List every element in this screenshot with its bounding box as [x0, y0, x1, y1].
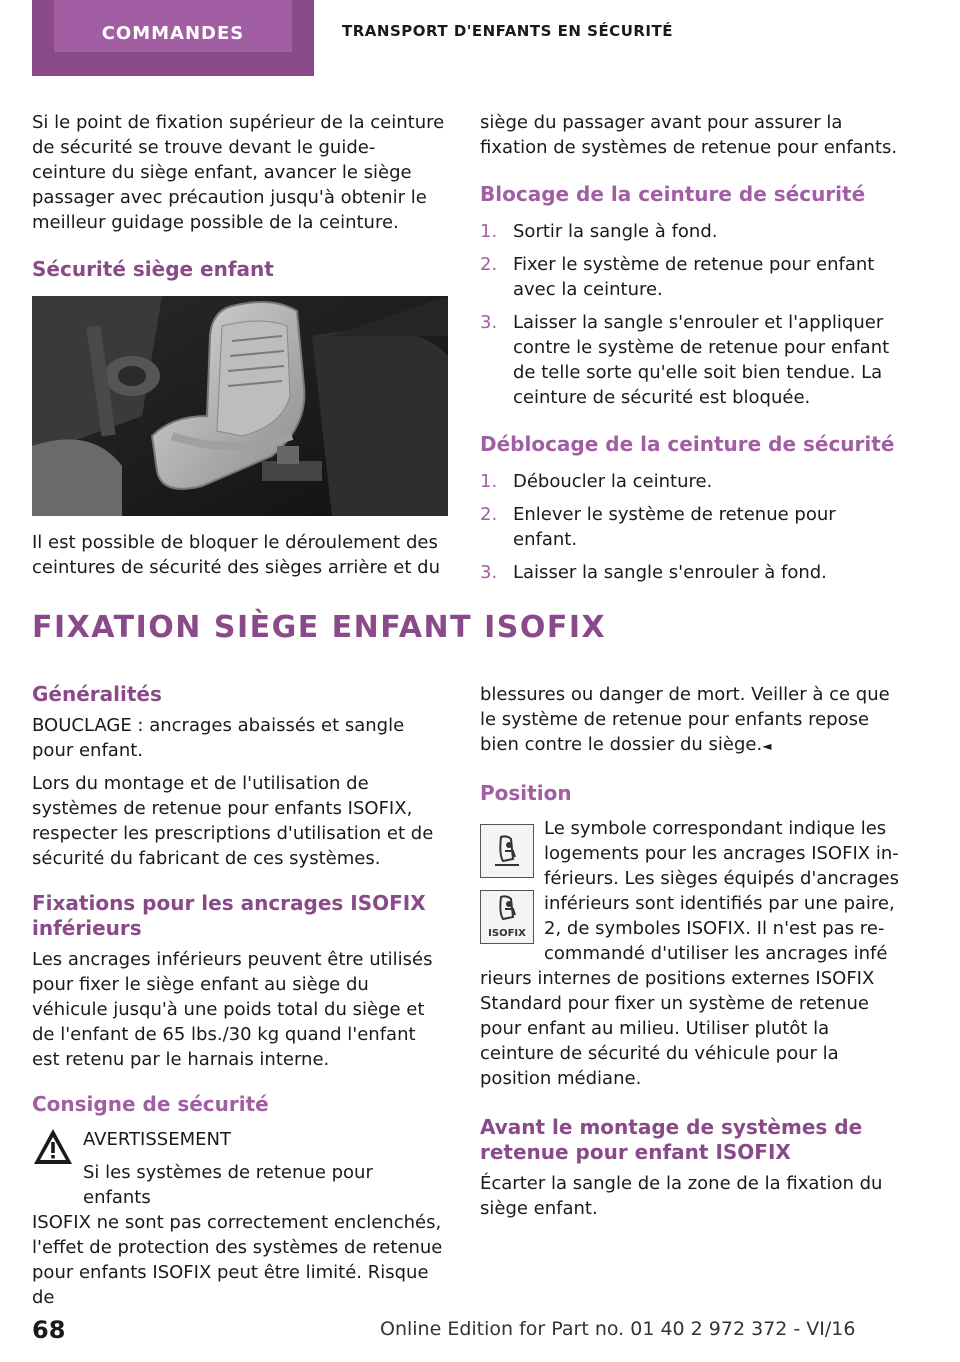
position-text-indented: Le symbole correspondant indique les logements pour les ancrages ISOFIX inférieurs. Les sièges équipés d'ancrages inférieurs sont identifiés par une paire, 2, de symboles ISOFIX. Il n'est pas recommandé d'utiliser les ancrages infé: [544, 818, 899, 964]
position-block: [480, 816, 900, 966]
warning-continuation: blessures ou danger de mort. Veiller à ce que le système de retenue pour enfants repose bien contre le dossier du siège.◄: [480, 684, 890, 755]
intro-paragraph: Si le point de fixation supérieur de la ceinture de sécurité se trouve devant le guide-ceinture du siège enfant, avancer le siège passager avec précaution jusqu'à obtenir le meilleur guidage possible de la ceinture.: [32, 112, 445, 233]
warning-text-rest: ISOFIX ne sont pas correctement enclenchés, l'effet de protection des systèmes de retenue pour enfants ISOFIX peut être limité. Risque de: [32, 1212, 443, 1308]
avant-paragraph: Écarter la sangle de la zone de la fixation du siège enfant.: [480, 1173, 883, 1219]
lock-steps-list: [480, 219, 900, 410]
heading-generalites: Généralités: [32, 682, 162, 706]
unlock-steps-list: [480, 469, 900, 585]
warning-text-first: Si les systèmes de retenue pour enfants: [83, 1162, 373, 1208]
heading-position: Position: [480, 781, 572, 805]
heading-avant-montage: Avant le montage de systèmes de retenue pour enfant ISOFIX: [480, 1115, 863, 1164]
fixations-paragraph: Les ancrages inférieurs peuvent être utilisés pour fixer le siège enfant au siège du véhicule jusqu'à une poids total du siège et de l'enfant de 65 lbs./30 kg quand l'enfant est retenu par le harnais interne.: [32, 949, 433, 1070]
bouclage-paragraph: BOUCLAGE : ancrages abaissés et sangle pour enfant.: [32, 715, 405, 761]
heading-deblocage: Déblocage de la ceinture de sécurité: [480, 432, 895, 456]
warning-icon: [32, 1127, 80, 1210]
after-photo-paragraph: Il est possible de bloquer le déroulement des ceintures de sécurité des sièges arrière et du: [32, 532, 440, 578]
section-title: FIXATION SIÈGE ENFANT ISOFIX: [32, 610, 607, 645]
isofix-icon: [480, 890, 534, 944]
list-item: 2. Fixer le système de retenue pour enfant avec la ceinture.: [480, 254, 875, 300]
list-item: 1. Déboucler la ceinture.: [480, 471, 713, 492]
isofix-icon-label: ISOFIX: [488, 928, 526, 939]
montage-paragraph: Lors du montage et de l'utilisation de systèmes de retenue pour enfants ISOFIX, respecter les prescriptions d'utilisation et de sécurité du fabricant de ces systèmes.: [32, 773, 434, 869]
heading-securite-siege-enfant: Sécurité siège enfant: [32, 257, 274, 281]
warning-label: AVERTISSEMENT: [83, 1129, 231, 1150]
list-item: 2. Enlever le système de retenue pour enfant.: [480, 504, 836, 550]
bottom-left-column: [32, 682, 446, 1320]
child-seat-illustration: [32, 296, 448, 516]
warning-block: [32, 1127, 446, 1210]
footer-edition: Online Edition for Part no. 01 40 2 972 372 - VI/16: [380, 1318, 856, 1340]
list-item: 1. Sortir la sangle à fond.: [480, 221, 718, 242]
top-left-column: [32, 110, 446, 590]
list-item: 3. Laisser la sangle s'enrouler à fond.: [480, 562, 827, 583]
continuation-paragraph: siège du passager avant pour assurer la fixation de systèmes de retenue pour enfants.: [480, 112, 898, 158]
list-item: 3. Laisser la sangle s'enrouler et l'appliquer contre le système de retenue pour enfant de telle sorte qu'elle soit bien tendue. La ceinture de sécurité est bloquée.: [480, 312, 890, 408]
end-mark: ◄: [762, 739, 772, 753]
heading-consigne: Consigne de sécurité: [32, 1092, 269, 1116]
chapter-title: TRANSPORT D'ENFANTS EN SÉCURITÉ: [342, 22, 673, 40]
position-text-rest: rieurs internes de positions externes ISOFIX Standard pour fixer un système de retenue pour enfant au milieu. Utiliser plutôt la ceinture de sécurité du véhicule pour la position médiane.: [480, 968, 875, 1089]
tab-commandes-label: COMMANDES: [54, 0, 292, 52]
top-right-column: [480, 110, 900, 593]
child-seat-icon: [480, 824, 534, 878]
header-tab-active[interactable]: [32, 0, 314, 76]
heading-blocage: Blocage de la ceinture de sécurité: [480, 182, 866, 206]
child-seat-photo: [32, 296, 448, 516]
bottom-right-column: [480, 682, 900, 1231]
heading-fixations: Fixations pour les ancrages ISOFIX inférieurs: [32, 891, 426, 940]
page-number: 68: [32, 1316, 66, 1344]
